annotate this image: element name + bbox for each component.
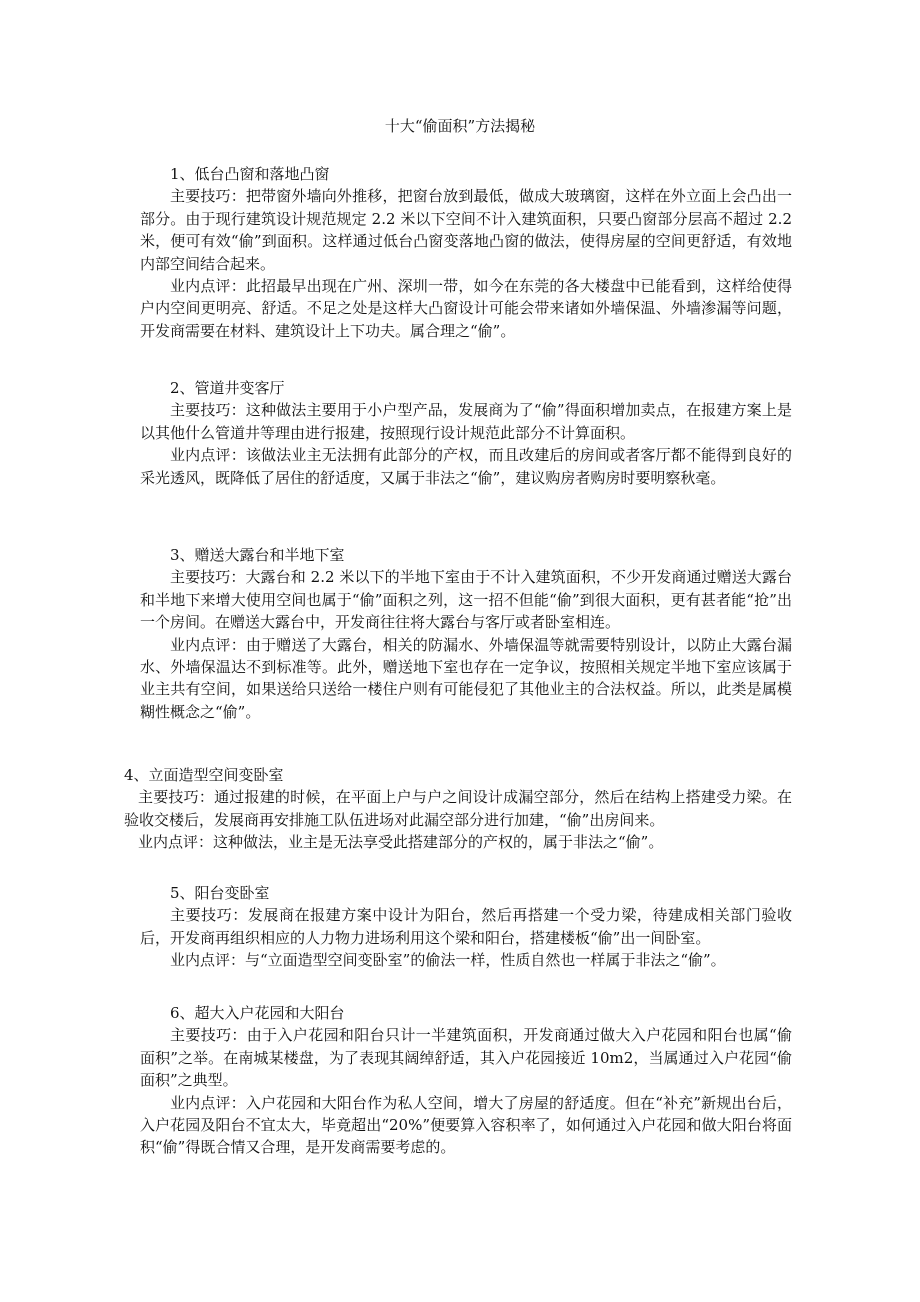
section-heading: 1、低台凸窗和落地凸窗 xyxy=(170,165,330,183)
document-title: 十大“偷面积”方法揭秘 xyxy=(384,117,536,135)
section-heading: 2、管道井变客厅 xyxy=(170,379,285,397)
paragraph-comment: 业内点评：与“立面造型空间变卧室”的偷法一样，性质自然也一样属于非法之“偷”。 xyxy=(170,951,726,970)
section-2 xyxy=(140,377,792,489)
paragraph-technique: 主要技巧：大露台和 2.2 米以下的半地下室由于不计入建筑面积，不少开发商通过赠送大露台和半地下来增大使用空间也属于“偷”面积之列，这一招不但能“偷”到很大面积，更有甚者能“抢”出一个房间。在赠送大露台中，开发商往往将大露台与客厅或者卧室相连。 xyxy=(140,568,792,632)
section-6 xyxy=(140,1002,792,1159)
section-3 xyxy=(140,544,792,723)
paragraph-comment: 业内点评：由于赠送了大露台，相关的防漏水、外墙保温等就需要特别设计，以防止大露台漏水、外墙保温达不到标准等。此外，赠送地下室也存在一定争议，按照相关规定半地下室应该属于业主共有空间，如果送给只送给一楼住户则有可能侵犯了其他业主的合法权益。所以，此类是属模糊性概念之“偷”。 xyxy=(140,635,792,721)
paragraph-comment: 业内点评：该做法业主无法拥有此部分的产权，而且改建后的房间或者客厅都不能得到良好的采光透风，既降低了居住的舒适度，又属于非法之“偷”，建议购房者购房时要明察秋毫。 xyxy=(140,446,792,487)
section-heading: 3、赠送大露台和半地下室 xyxy=(170,546,345,564)
section-5 xyxy=(140,882,792,972)
section-1 xyxy=(140,163,792,342)
section-heading: 4、立面造型空间变卧室 xyxy=(124,766,284,784)
section-4 xyxy=(124,764,792,854)
paragraph-comment: 业内点评：入户花园和大阳台作为私人空间，增大了房屋的舒适度。但在“补充”新规出台后，入户花园及阳台不宜太大，毕竟超出“20%”便要算入容积率了，如何通过入户花园和做大阳台将面积“偷”得既合情又合理，是开发商需要考虑的。 xyxy=(140,1093,792,1157)
paragraph-technique: 主要技巧：这种做法主要用于小户型产品，发展商为了“偷”得面积增加卖点，在报建方案上是以其他什么管道井等理由进行报建，按照现行设计规范此部分不计算面积。 xyxy=(140,401,792,442)
paragraph-comment: 业内点评：这种做法，业主是无法享受此搭建部分的产权的，属于非法之“偷”。 xyxy=(138,833,664,852)
paragraph-technique: 主要技巧：通过报建的时候，在平面上户与户之间设计成漏空部分，然后在结构上搭建受力梁。在验收交楼后，发展商再安排施工队伍进场对此漏空部分进行加建，“偷”出房间来。 xyxy=(124,788,792,829)
paragraph-comment: 业内点评：此招最早出现在广州、深圳一带，如今在东莞的各大楼盘中已能看到，这样给使得户内空间更明亮、舒适。不足之处是这样大凸窗设计可能会带来诸如外墙保温、外墙渗漏等问题，开发商需要在材料、建筑设计上下功夫。属合理之“偷”。 xyxy=(140,277,792,340)
section-heading: 6、超大入户花园和大阳台 xyxy=(170,1004,345,1022)
paragraph-technique: 主要技巧：把带窗外墙向外推移，把窗台放到最低，做成大玻璃窗，这样在外立面上会凸出一部分。由于现行建筑设计规范规定 2.2 米以下空间不计入建筑面积，只要凸窗部分层高不超过 2.2 米，便可有效“偷”到面积。这样通过低台凸窗变落地凸窗的做法，使得房屋的空间更舒适，有效地内部空间结合起来。 xyxy=(140,187,792,273)
paragraph-technique: 主要技巧：由于入户花园和阳台只计一半建筑面积，开发商通过做大入户花园和阳台也属“偷面积”之举。在南城某楼盘，为了表现其阔绰舒适，其入户花园接近 10m2，当属通过入户花园“偷面积”之典型。 xyxy=(140,1026,792,1090)
paragraph-technique: 主要技巧：发展商在报建方案中设计为阳台，然后再搭建一个受力梁，待建成相关部门验收后，开发商再组织相应的人力物力进场利用这个梁和阳台，搭建楼板“偷”出一间卧室。 xyxy=(140,906,792,947)
section-heading: 5、阳台变卧室 xyxy=(170,884,270,902)
